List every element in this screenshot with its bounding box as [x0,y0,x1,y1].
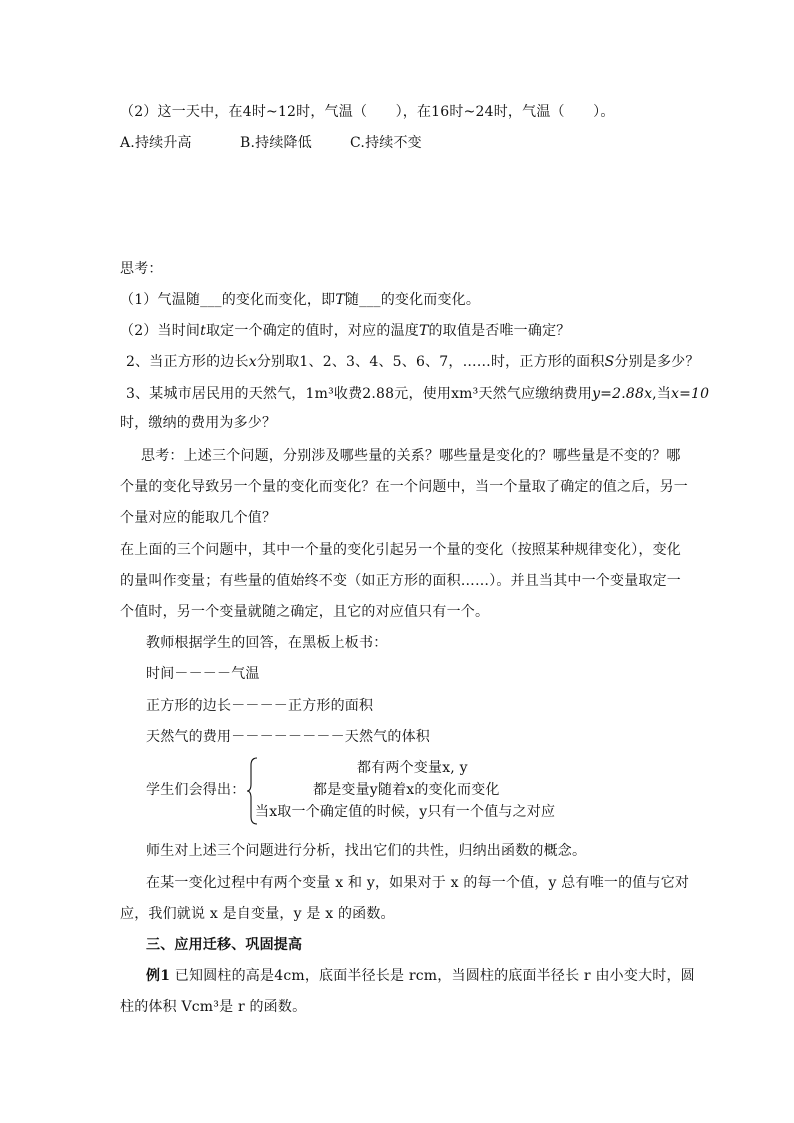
problem-3-line-1 [126,384,709,404]
question-2-text-b: ），在16时~24时，气温（ [395,104,565,120]
board-row-3: 天然气的费用－－－－－－－－天然气的体积 [146,729,430,745]
think-1-text-c: 随 [344,292,360,308]
think-paragraph-line-2: 个量的变化导致另一个量的变化而变化？在一个问题中，当一个量取了确定的值之后，另一 [120,479,688,495]
example-1-line-1 [146,966,695,986]
function-definition-line-1: 在某一变化过程中有两个变量 x 和 y，如果对于 x 的每一个值，y 总有唯一的值与它对 [146,875,690,891]
think-title: 思考： [120,261,163,277]
option-a: A.持续升高 [120,135,192,151]
think-2-var-T: T [418,323,429,339]
think-paragraph-line-1: 思考：上述三个问题，分别涉及哪些量的关系？哪些量是变化的？哪些量是不变的？哪 [141,448,681,464]
think-1-text-b: 的变化而变化，即 [221,292,336,308]
think-2-var-t: t [200,323,206,339]
problem-3-line-2: 时，缴纳的费用为多少？ [120,415,277,431]
section-3-heading: 三、应用迁移、巩固提高 [146,937,303,953]
definition-line-2: 的量叫作变量；有些量的值始终不变（如正方形的面积……）。并且当其中一个变量取定一 [120,573,681,589]
think-1-var-T: T [335,292,345,308]
think-1-text-d: 的变化而变化。 [380,292,481,308]
question-2-text-a: （2）这一天中，在4时~12时，气温（ [120,104,368,120]
option-b: B.持续降低 [240,135,312,151]
board-row-2: 正方形的边长－－－－正方形的面积 [146,698,374,714]
think-1-blank-2: ___ [359,292,381,308]
problem-3-text-a: 3、某城市居民用的天然气，1m³收费2.88元，使用 [126,386,452,402]
example-1-line-2: 柱的体积 Vcm³是 r 的函数。 [120,999,307,1015]
question-2 [120,102,615,122]
definition-line-3: 个值时，另一个变量就随之确定，且它的对应值只有一个。 [120,604,490,620]
problem-3-condition: x=10 [671,386,710,402]
function-definition-line-2: 应，我们就说 x 是自变量，y 是 x 的函数。 [120,906,395,922]
question-2-blank-2 [565,104,593,120]
think-2-text-b: 取定一个确定的值时，对应的温度 [205,323,419,339]
question-2-text-c: ）。 [593,104,615,120]
problem-2-var-S: S [604,354,615,370]
definition-line-1: 在上面的三个问题中，其中一个量的变化引起另一个量的变化（按照某种规律变化），变化 [120,542,681,558]
example-1-label: 例1 [146,968,171,984]
problem-2-text-c: 分别是多少？ [614,354,700,370]
board-row-1: 时间－－－－气温 [146,666,260,682]
think-item-2 [120,321,570,341]
example-1-text: 已知圆柱的高是4cm，底面半径长是 rcm，当圆柱的底面半径长 r 由小变大时，圆 [170,968,695,984]
think-paragraph-line-3: 个量对应的能取几个值？ [120,510,277,526]
conclusion-line-1: 都有两个变量x, y [357,760,468,776]
problem-2-text-a: 2、当正方形的边长 [126,354,249,370]
analysis-text: 师生对上述三个问题进行分析，找出它们的共性，归纳出函数的概念。 [146,843,587,859]
think-1-text-a: （1）气温随 [120,292,201,308]
option-c: C.持续不变 [350,135,422,151]
problem-3-text-b: xm³天然气应缴纳费用 [451,386,593,402]
think-1-blank-1: ___ [200,292,222,308]
teacher-note: 教师根据学生的回答，在黑板上板书： [146,635,388,651]
conclusion-line-2: 都是变量y随着x的变化而变化 [313,782,500,798]
question-2-blank-1 [367,104,395,120]
problem-3-equation: y=2.88x [592,386,653,402]
problem-2-var-x: x [248,354,257,370]
conclusion-line-3: 当x取一个确定值的时候，y只有一个值与之对应 [255,804,556,820]
think-2-text-a: （2）当时间 [120,323,201,339]
think-2-text-c: 的取值是否唯一确定？ [428,323,571,339]
problem-2 [126,352,700,372]
think-item-1 [120,290,480,310]
problem-3-text-c: ,当 [652,386,672,402]
problem-2-text-b: 分别取1、2、3、4、5、6、7，……时，正方形的面积 [256,354,605,370]
conclusion-label: 学生们会得出： [146,782,246,798]
